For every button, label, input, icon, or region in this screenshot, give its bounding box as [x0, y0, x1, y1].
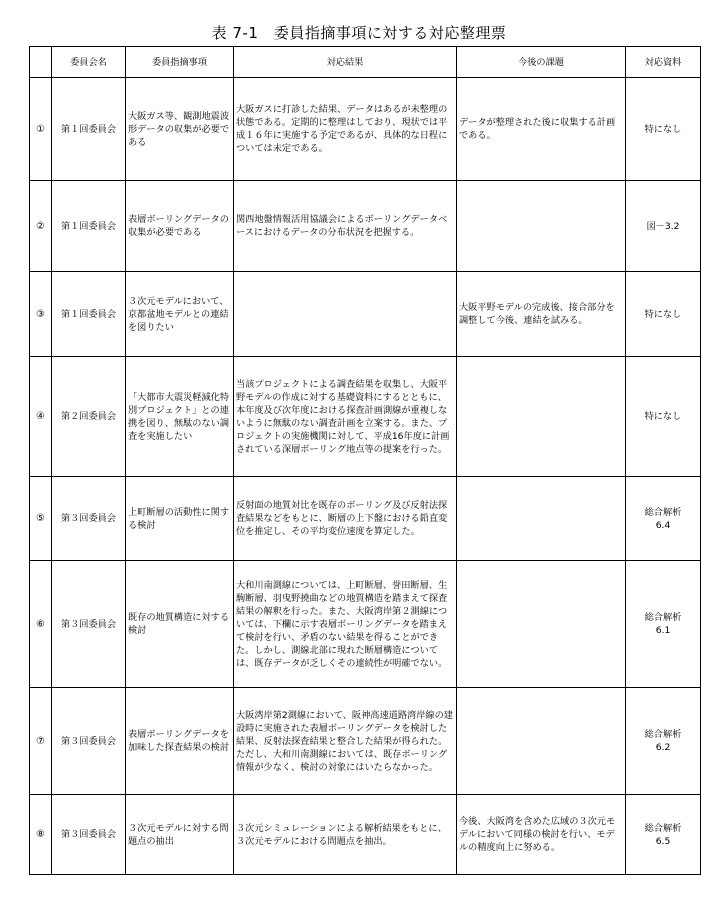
table-row: [30, 561, 701, 688]
committee-cell: 第３回委員会: [52, 688, 126, 795]
point-cell: 表層ボーリングデータを加味した探査結果の検討: [126, 688, 234, 795]
committee-cell: 第３回委員会: [52, 477, 126, 561]
task-cell: 大阪平野モデルの完成後、接合部分を調整して今後、連結を試みる。: [457, 272, 626, 357]
task-cell: 今後、大阪湾を含めた広域の３次元モデルにおいて同様の検討を行い、モデルの精度向上に努める。: [457, 795, 626, 875]
result-cell: [234, 272, 457, 357]
table-header-row: [30, 47, 701, 78]
point-cell: ３次元モデルにおいて、京都盆地モデルとの連結を図りたい: [126, 272, 234, 357]
reference-cell: 総合解析 6.4: [626, 477, 701, 561]
row-number: ②: [30, 181, 52, 272]
table-row: [30, 78, 701, 181]
task-cell: [457, 477, 626, 561]
committee-cell: 第２回委員会: [52, 357, 126, 477]
result-cell: 当該プロジェクトによる調査結果を収集し、大阪平野モデルの作成に対する基礎資料にするとともに、本年度及び次年度における探査計画測線が重複しないように無駄のない調査計画を立案する。また、プロジェクトの実施機関に対して、平成16年度に計画されている深層ボーリング地点等の提案を行った。: [234, 357, 457, 477]
reference-cell: 総合解析 6.1: [626, 561, 701, 688]
result-cell: 大阪湾岸第2測線において、阪神高速道路湾岸線の建設時に実施された表層ボーリングデータを検討した結果、反射法探査結果と整合した結果が得られた。ただし、大和川南測線においては、既存ボーリング情報が少なく、検討の対象にはいたらなかった。: [234, 688, 457, 795]
table-row: [30, 272, 701, 357]
document-title: 表 7-1 委員指摘事項に対する対応整理票: [211, 24, 507, 42]
row-number: ⑤: [30, 477, 52, 561]
header-committee: 委員会名: [52, 47, 126, 78]
reference-cell: 特になし: [626, 357, 701, 477]
committee-cell: 第１回委員会: [52, 272, 126, 357]
header-task: 今後の課題: [457, 47, 626, 78]
result-cell: ３次元シミュレーションによる解析結果をもとに、３次元モデルにおける問題点を抽出。: [234, 795, 457, 875]
reference-cell: 特になし: [626, 272, 701, 357]
row-number: ③: [30, 272, 52, 357]
table-row: [30, 477, 701, 561]
committee-cell: 第１回委員会: [52, 78, 126, 181]
result-cell: 大和川南測線については、上町断層、誉田断層、生駒断層、羽曳野撓曲などの地質構造を踏まえて探査結果の解釈を行った。また、大阪湾岸第２測線については、下欄に示す表層ボーリングデータを踏まえて検討を行い、矛盾のない結果を得ることができた。しかし、測線北部に現れた断層構造については、既存データが乏しくその連続性が明確でない。: [234, 561, 457, 688]
task-cell: [457, 181, 626, 272]
result-cell: 反射面の地質対比を既存のボーリング及び反射法探査結果などをもとに、断層の上下盤における鉛直変位を推定し、その平均変位速度を算定した。: [234, 477, 457, 561]
row-number: ⑥: [30, 561, 52, 688]
task-cell: データが整理された後に収集する計画である。: [457, 78, 626, 181]
row-number: ④: [30, 357, 52, 477]
row-number: ⑦: [30, 688, 52, 795]
table-row: [30, 795, 701, 875]
table-row: [30, 688, 701, 795]
task-cell: [457, 561, 626, 688]
response-table: [29, 46, 701, 875]
point-cell: 上町断層の活動性に関する検討: [126, 477, 234, 561]
header-number: [30, 47, 52, 78]
point-cell: 表層ボーリングデータの収集が必要である: [126, 181, 234, 272]
row-number: ⑧: [30, 795, 52, 875]
task-cell: [457, 688, 626, 795]
table-row: [30, 357, 701, 477]
table-row: [30, 181, 701, 272]
point-cell: 既存の地質構造に対する検討: [126, 561, 234, 688]
row-number: ①: [30, 78, 52, 181]
header-reference: 対応資料: [626, 47, 701, 78]
committee-cell: 第１回委員会: [52, 181, 126, 272]
reference-cell: 総合解析 6.2: [626, 688, 701, 795]
point-cell: 大阪ガス等、観測地震波形データの収集が必要である: [126, 78, 234, 181]
committee-cell: 第３回委員会: [52, 561, 126, 688]
result-cell: 関西地盤情報活用協議会によるボーリングデータベースにおけるデータの分布状況を把握する。: [234, 181, 457, 272]
task-cell: [457, 357, 626, 477]
point-cell: ３次元モデルに対する問題点の抽出: [126, 795, 234, 875]
committee-cell: 第３回委員会: [52, 795, 126, 875]
header-point: 委員指摘事項: [126, 47, 234, 78]
reference-cell: 総合解析 6.5: [626, 795, 701, 875]
result-cell: 大阪ガスに打診した結果、データはあるが未整理の状態である。定期的に整理はしており、現状では平成１６年に実施する予定であるが、具体的な日程については未定である。: [234, 78, 457, 181]
header-result: 対応結果: [234, 47, 457, 78]
reference-cell: 特になし: [626, 78, 701, 181]
reference-cell: 図－3.2: [626, 181, 701, 272]
point-cell: 「大都市大震災軽減化特別プロジェクト」との連携を図り、無駄のない調査を実施したい: [126, 357, 234, 477]
